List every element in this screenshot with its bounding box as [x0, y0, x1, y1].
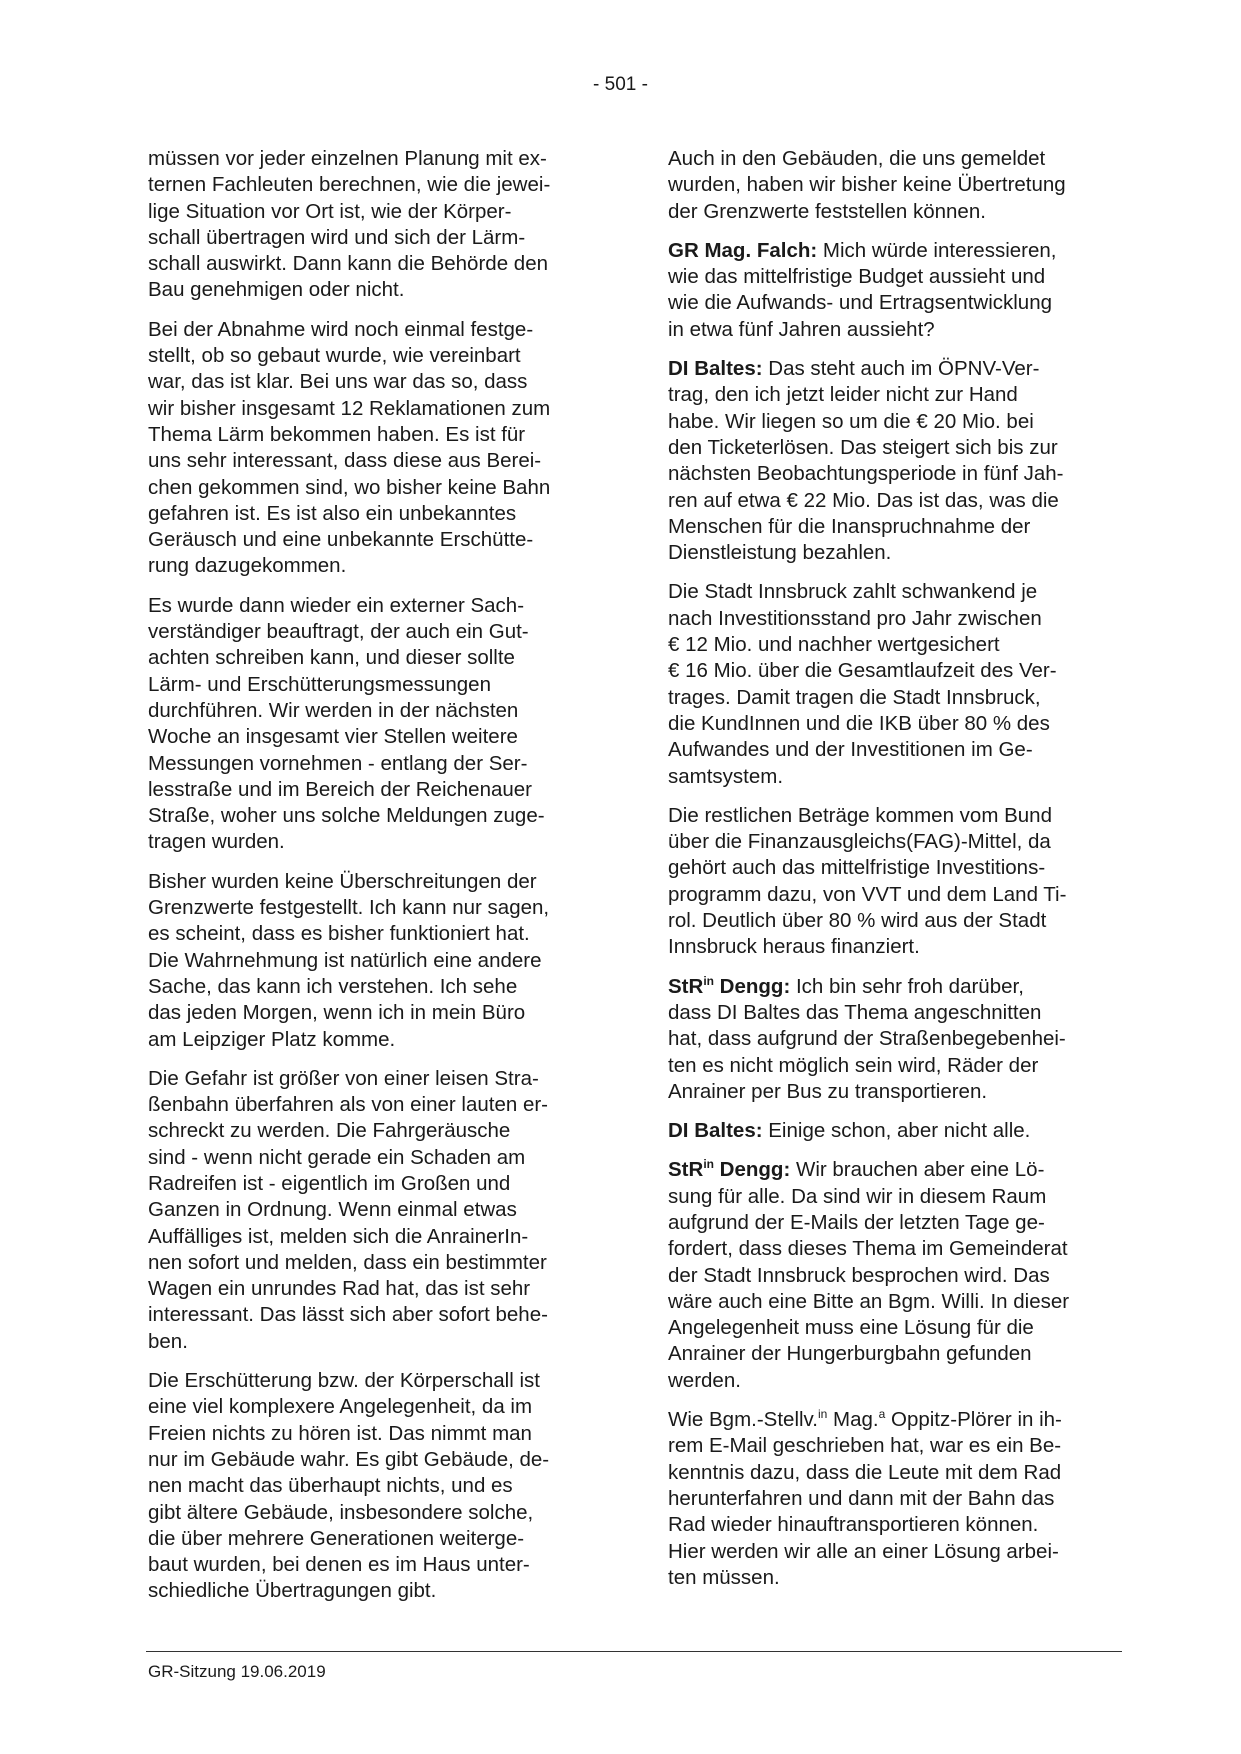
speaker-title: StR [668, 1158, 704, 1182]
text-line [668, 238, 1128, 264]
speaker-name: DI Baltes: [668, 357, 763, 381]
text-line: gefahren ist. Es ist also ein unbekanntes [148, 501, 517, 525]
text-line: lesstraße und im Bereich der Reichenauer [148, 777, 532, 801]
text-line: das jeden Morgen, wenn ich in mein Büro [148, 1001, 526, 1025]
text-line: verständiger beauftragt, der auch ein Gut- [148, 620, 529, 644]
text-fragment: Mich würde interessieren, [817, 238, 1057, 262]
speech-paragraph [668, 1157, 1128, 1394]
text-line: Auch in den Gebäuden, die uns gemeldet [668, 147, 1046, 170]
text-line: Angelegenheit muss eine Lösung für die [668, 1316, 1034, 1340]
text-line: gibt ältere Gebäude, insbesondere solche, [148, 1500, 534, 1524]
speaker-name [668, 1158, 790, 1181]
text-fragment: Einige schon, aber nicht alle. [762, 1119, 1031, 1143]
text-line: der Stadt Innsbruck besprochen wird. Das [668, 1263, 1050, 1287]
text-line: ten müssen. [668, 1565, 780, 1589]
speaker-surname: Dengg: [713, 974, 791, 998]
text-line [668, 974, 1128, 1000]
speaker-name: GR Mag. Falch: [668, 238, 818, 262]
text-line: samtsystem. [668, 764, 784, 788]
text-line: Bisher wurden keine Überschreitungen der [148, 869, 537, 893]
text-line: Ganzen in Ordnung. Wenn einmal etwas [148, 1198, 517, 1222]
paragraph [668, 803, 1128, 961]
text-line: Freien nichts zu hören ist. Das nimmt man [148, 1421, 532, 1445]
text-line: € 12 Mio. und nachher wertgesichert [668, 633, 1000, 657]
text-line: Straße, woher uns solche Meldungen zuge- [148, 804, 545, 828]
text-line: ten es nicht möglich sein wird, Räder der [668, 1053, 1039, 1077]
text-line [668, 1407, 1128, 1433]
text-line: eine viel komplexere Angelegenheit, da im [148, 1395, 533, 1419]
text-line: am Leipziger Platz komme. [148, 1027, 396, 1051]
speech-paragraph [668, 356, 1128, 566]
superscript: a [878, 1407, 886, 1422]
text-line: die über mehrere Generationen weiterge- [148, 1526, 525, 1550]
speaker-name [668, 975, 790, 998]
text-line [668, 1118, 1128, 1144]
text-line: ternen Fachleuten berechnen, wie die jewei- [148, 173, 551, 197]
text-line [668, 356, 1128, 382]
left-column [148, 146, 600, 1618]
text-line: Radreifen ist - eigentlich im Großen und [148, 1171, 511, 1195]
paragraph [148, 1368, 600, 1605]
right-column [668, 146, 1128, 1604]
text-line: habe. Wir liegen so um die € 20 Mio. bei [668, 409, 1034, 433]
text-line: wir bisher insgesamt 12 Reklamationen zum [148, 396, 551, 420]
text-line: nächsten Beobachtungsperiode in fünf Jah- [668, 462, 1064, 486]
text-line: hat, dass aufgrund der Straßenbegebenhei- [668, 1027, 1066, 1051]
text-line: sind - wenn nicht gerade ein Schaden am [148, 1145, 526, 1169]
text-fragment: Ich bin sehr froh darüber, [790, 974, 1024, 998]
text-line: wie das mittelfristige Budget aussieht und [668, 265, 1046, 289]
text-line: interessant. Das lässt sich aber sofort behe- [148, 1303, 548, 1327]
text-line: lige Situation vor Ort ist, wie der Körper- [148, 199, 512, 223]
text-line: uns sehr interessant, dass diese aus Berei- [148, 449, 542, 473]
superscript: in [703, 1157, 714, 1172]
text-line: ben. [148, 1329, 188, 1353]
text-line: schall auswirkt. Dann kann die Behörde den [148, 252, 548, 276]
text-line: rung dazugekommen. [148, 554, 347, 578]
text-line: fordert, dass dieses Thema im Gemeinderat [668, 1237, 1068, 1261]
text-line: Die Wahrnehmung ist natürlich eine andere [148, 948, 542, 972]
text-line: Wagen ein unrundes Rad hat, das ist sehr [148, 1277, 531, 1301]
text-line: trag, den ich jetzt leider nicht zur Hand [668, 383, 1018, 407]
text-line: schall übertragen wird und sich der Lärm- [148, 225, 526, 249]
text-line: Bau genehmigen oder nicht. [148, 278, 405, 302]
text-line: ren auf etwa € 22 Mio. Das ist das, was die [668, 488, 1059, 512]
speech-paragraph [668, 974, 1128, 1105]
text-line: € 16 Mio. über die Gesamtlaufzeit des Ver- [668, 659, 1057, 683]
text-line: gehört auch das mittelfristige Investitions- [668, 856, 1046, 880]
text-line: nur im Gebäude wahr. Es gibt Gebäude, de- [148, 1447, 550, 1471]
text-line: programm dazu, von VVT und dem Land Ti- [668, 882, 1067, 906]
page-number: - 501 - [593, 74, 648, 95]
speech-paragraph [668, 1118, 1128, 1144]
text-line: rem E-Mail geschrieben hat, war es ein Be- [668, 1434, 1062, 1458]
text-line: Sache, das kann ich verstehen. Ich sehe [148, 974, 518, 998]
text-line: Aufwandes und der Investitionen im Ge- [668, 738, 1033, 762]
text-line: werden. [668, 1368, 741, 1392]
paragraph [148, 869, 600, 1053]
text-line: Die Gefahr ist größer von einer leisen Stra- [148, 1066, 539, 1090]
text-line: den Ticketerlösen. Das steigert sich bis zur [668, 435, 1058, 459]
text-line: es scheint, dass es bisher funktioniert hat. [148, 922, 530, 946]
paragraph [148, 1066, 600, 1355]
text-line: ßenbahn überfahren als von einer lauten er- [148, 1093, 549, 1117]
speaker-title: StR [668, 974, 704, 998]
text-line: sung für alle. Da sind wir in diesem Raum [668, 1184, 1047, 1208]
text-line: Dienstleistung bezahlen. [668, 541, 892, 565]
text-line: herunterfahren und dann mit der Bahn das [668, 1486, 1055, 1510]
text-fragment: Oppitz-Plörer in ih- [885, 1408, 1062, 1432]
text-line: dass DI Baltes das Thema angeschnitten [668, 1000, 1042, 1024]
text-line: Rad wieder hinauftransportieren können. [668, 1513, 1039, 1537]
text-line: achten schreiben kann, und dieser sollte [148, 646, 515, 670]
text-line: Die Erschütterung bzw. der Körperschall ist [148, 1369, 540, 1393]
text-line: nen sofort und melden, dass ein bestimmter [148, 1250, 547, 1274]
text-line: trages. Damit tragen die Stadt Innsbruck, [668, 685, 1041, 709]
text-line: war, das ist klar. Bei uns war das so, dass [148, 370, 528, 394]
text-line: Auffälliges ist, melden sich die AnrainerIn- [148, 1224, 529, 1248]
text-line: Lärm- und Erschütterungsmessungen [148, 672, 491, 696]
text-fragment: Wir brauchen aber eine Lö- [790, 1158, 1045, 1182]
text-line: Geräusch und eine unbekannte Erschütte- [148, 528, 534, 552]
text-line: über die Finanzausgleichs(FAG)-Mittel, da [668, 830, 1051, 854]
text-line: wurden, haben wir bisher keine Übertretung [668, 173, 1066, 197]
paragraph [668, 579, 1128, 789]
text-line: aufgrund der E-Mails der letzten Tage ge- [668, 1210, 1045, 1234]
paragraph [148, 593, 600, 856]
text-line: rol. Deutlich über 80 % wird aus der Stadt [668, 909, 1047, 933]
superscript: in [703, 973, 714, 988]
speaker-surname: Dengg: [713, 1158, 791, 1182]
superscript: in [817, 1407, 828, 1422]
text-line: schreckt zu werden. Die Fahrgeräusche [148, 1119, 511, 1143]
text-line: schiedliche Übertragungen gibt. [148, 1579, 437, 1603]
text-line: Thema Lärm bekommen haben. Es ist für [148, 422, 526, 446]
paragraph [668, 146, 1128, 225]
text-line: Innsbruck heraus finanziert. [668, 935, 920, 959]
text-line: Bei der Abnahme wird noch einmal festge- [148, 317, 534, 341]
text-line: Es wurde dann wieder ein externer Sach- [148, 593, 525, 617]
paragraph [148, 146, 600, 304]
text-line: stellt, ob so gebaut wurde, wie vereinbart [148, 344, 521, 368]
text-line: wie die Aufwands- und Ertragsentwicklung [668, 291, 1053, 315]
text-line: nen macht das überhaupt nichts, und es [148, 1474, 513, 1498]
text-line: kenntnis dazu, dass die Leute mit dem Rad [668, 1460, 1062, 1484]
text-fragment: Mag. [827, 1408, 879, 1432]
text-line: Messungen vornehmen - entlang der Ser- [148, 751, 528, 775]
text-line: chen gekommen sind, wo bisher keine Bahn [148, 475, 551, 499]
text-line: Anrainer der Hungerburgbahn gefunden [668, 1342, 1032, 1366]
text-line: Die Stadt Innsbruck zahlt schwankend je [668, 580, 1038, 604]
speech-paragraph [668, 238, 1128, 343]
text-line: Menschen für die Inanspruchnahme der [668, 514, 1031, 538]
text-line: müssen vor jeder einzelnen Planung mit ex- [148, 147, 547, 170]
text-line: in etwa fünf Jahren aussieht? [668, 317, 935, 341]
paragraph [668, 1407, 1128, 1591]
speaker-name: DI Baltes: [668, 1119, 763, 1143]
text-line: Hier werden wir alle an einer Lösung arbei- [668, 1539, 1059, 1563]
footer-divider [146, 1651, 1122, 1652]
text-line: Die restlichen Beträge kommen vom Bund [668, 803, 1052, 827]
paragraph [148, 317, 600, 580]
footer-text: GR-Sitzung 19.06.2019 [148, 1662, 326, 1681]
text-line: baut wurden, bei denen es im Haus unter- [148, 1553, 530, 1577]
text-line: Woche an insgesamt vier Stellen weitere [148, 725, 518, 749]
text-line: der Grenzwerte feststellen können. [668, 199, 986, 223]
text-fragment: Das steht auch im ÖPNV-Ver- [762, 357, 1040, 381]
text-line: die KundInnen und die IKB über 80 % des [668, 711, 1050, 735]
text-line: wäre auch eine Bitte an Bgm. Willi. In dieser [668, 1289, 1070, 1313]
text-line: Anrainer per Bus zu transportieren. [668, 1079, 988, 1103]
text-line: tragen wurden. [148, 830, 285, 854]
text-line: durchführen. Wir werden in der nächsten [148, 698, 519, 722]
text-line [668, 1157, 1128, 1183]
text-fragment: Wie Bgm.-Stellv. [668, 1408, 818, 1432]
text-line: nach Investitionsstand pro Jahr zwischen [668, 606, 1042, 630]
text-line: Grenzwerte festgestellt. Ich kann nur sagen, [148, 896, 550, 920]
